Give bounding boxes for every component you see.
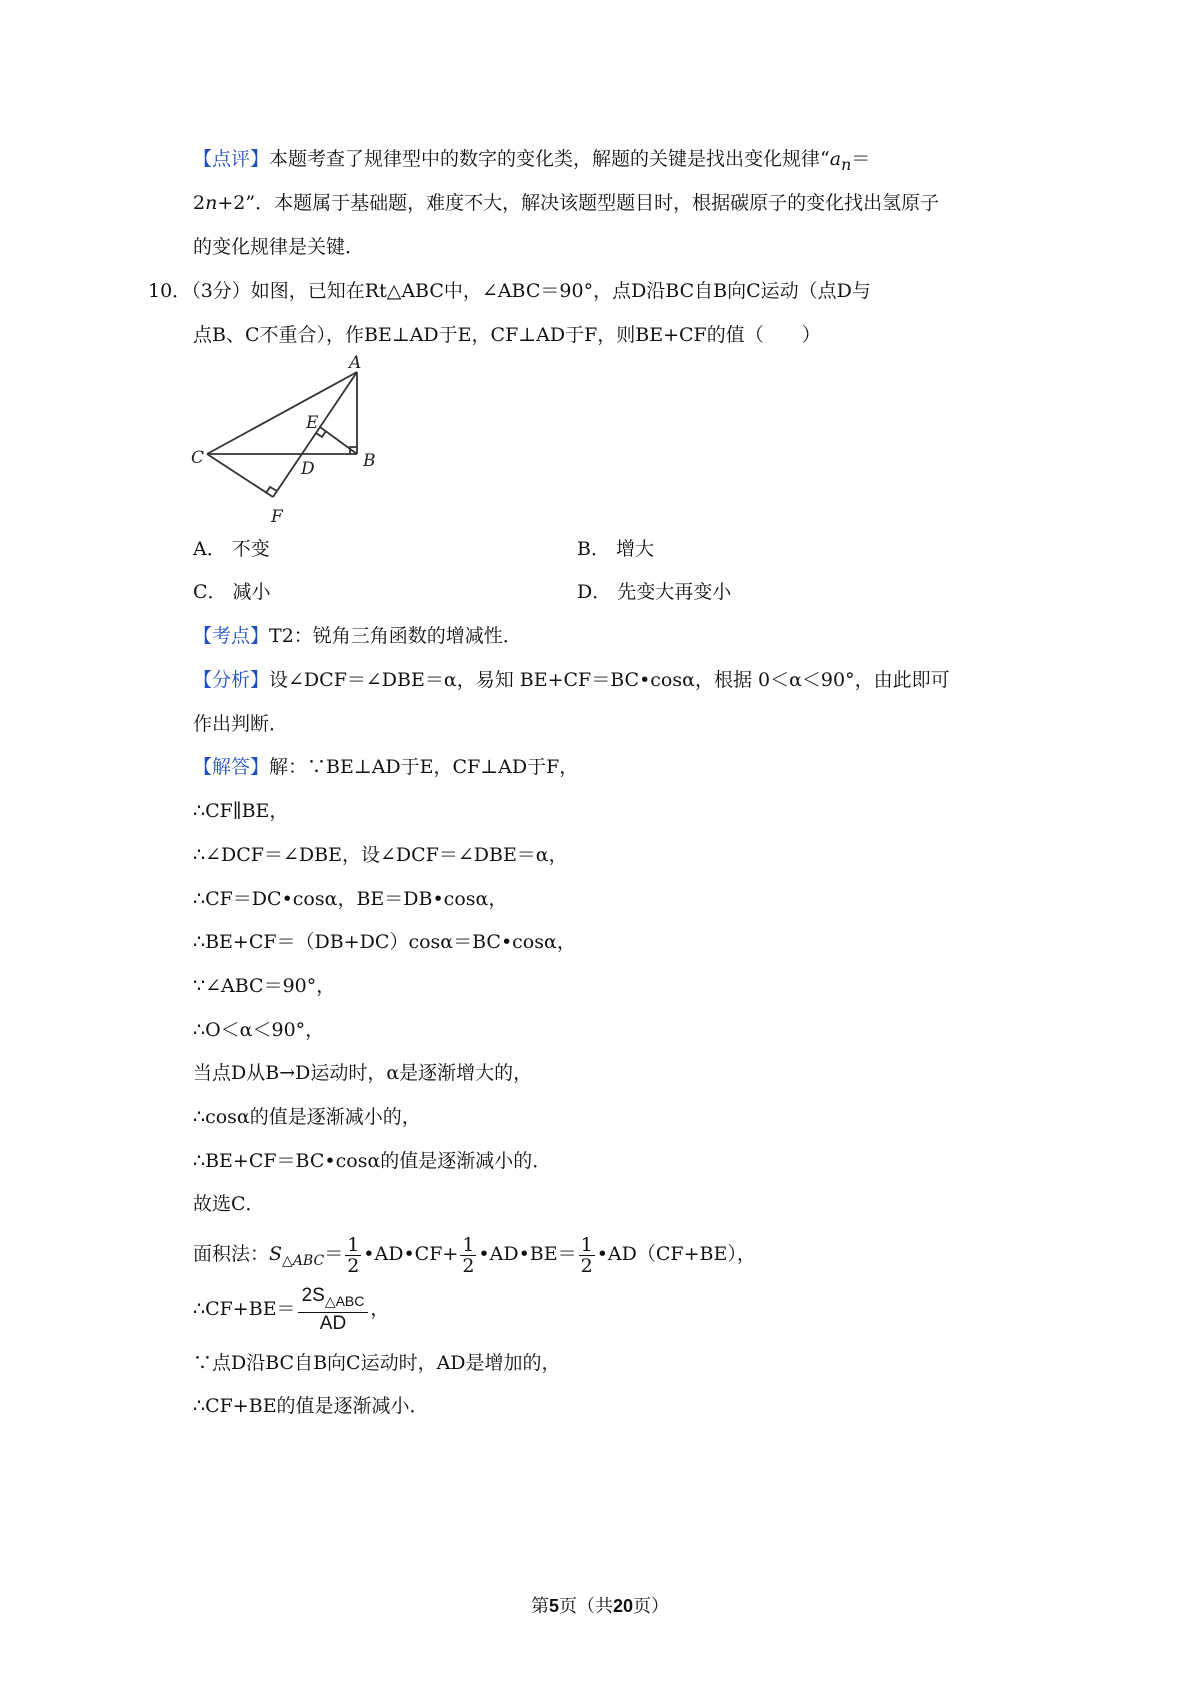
jieda-line-4: ∴BE+CF＝（DB+DC）cosα＝BC•cosα， bbox=[193, 931, 576, 953]
fenxi-line-1 bbox=[193, 667, 950, 693]
area-eq: ＝ bbox=[324, 1243, 344, 1265]
jieda-line-5: ∵∠ABC＝90°， bbox=[193, 975, 336, 997]
jieda-line-0 bbox=[193, 754, 578, 780]
review-text-1: 本题考查了规律型中的数字的变化类，解题的关键是找出变化规律“ bbox=[269, 148, 830, 170]
review-n: n bbox=[841, 154, 852, 174]
question-line-1 bbox=[148, 278, 871, 304]
label-B: B bbox=[363, 451, 376, 471]
review-line-3: 的变化规律是关键． bbox=[193, 236, 365, 258]
label-D: D bbox=[301, 459, 315, 479]
footer-page: 5 bbox=[548, 1596, 559, 1616]
segment-CF bbox=[207, 454, 273, 497]
review-line2-pre: 2 bbox=[193, 192, 206, 214]
fenxi-text-1: 设∠DCF＝∠DBE＝α，易知 BE+CF＝BC•cosα，根据 0＜α＜90°，由此即可 bbox=[269, 669, 950, 691]
area-t3: •AD（CF+BE）， bbox=[596, 1243, 756, 1265]
jieda-tag: 【解答】 bbox=[193, 756, 270, 778]
kaodian-text: T2：锐角三角函数的增减性． bbox=[269, 625, 522, 647]
fraction-half-2-den: 2 bbox=[462, 1254, 475, 1277]
jieda-line-3: ∴CF＝DC•cosα，BE＝DB•cosα， bbox=[193, 888, 508, 910]
triangle-figure bbox=[185, 352, 385, 530]
label-A: A bbox=[349, 353, 362, 373]
question-text-1: 如图，已知在Rt△ABC中，∠ABC＝90°，点D沿BC自B向C运动（点D与 bbox=[250, 280, 871, 302]
review-line-2 bbox=[193, 190, 939, 216]
question-line-2: 点B、C不重合），作BE⊥AD于E，CF⊥AD于F，则BE+CF的值（ ） bbox=[193, 324, 821, 346]
jieda-line-10: 故选C． bbox=[193, 1193, 265, 1215]
option-C-text: 减小 bbox=[232, 581, 271, 603]
review-a: a bbox=[829, 148, 842, 170]
ratio-denominator: AD bbox=[319, 1312, 347, 1334]
fraction-half-2 bbox=[460, 1235, 476, 1276]
ratio-line bbox=[193, 1284, 389, 1335]
review-line2-n: n bbox=[205, 192, 218, 214]
jieda-line-7: 当点D从B→D运动时，α是逐渐增大的， bbox=[193, 1062, 533, 1084]
label-F: F bbox=[271, 507, 283, 527]
review-eq: ＝ bbox=[851, 148, 871, 170]
option-A-text: 不变 bbox=[231, 538, 270, 560]
footer-mid: 页（共 bbox=[558, 1596, 613, 1617]
jieda-last-1: ∵点D沿BC自B向C运动时，AD是增加的， bbox=[193, 1352, 561, 1374]
ratio-num-sub: △ABC bbox=[324, 1292, 365, 1309]
area-prefix: 面积法： bbox=[193, 1243, 270, 1265]
label-C: C bbox=[191, 448, 205, 468]
fenxi-line-2: 作出判断． bbox=[193, 713, 289, 735]
option-D-text: 先变大再变小 bbox=[617, 581, 732, 603]
review-line2-post: +2”．本题属于基础题，难度不大，解决该题型题目时，根据碳原子的变化找出氢原子 bbox=[217, 192, 940, 214]
ratio-fraction bbox=[298, 1285, 369, 1335]
jieda-last-2: ∴CF+BE的值是逐渐减小． bbox=[193, 1395, 429, 1417]
ratio-suffix: ， bbox=[370, 1298, 390, 1320]
kaodian-line bbox=[193, 623, 522, 649]
fraction-half-1-num: 1 bbox=[347, 1233, 360, 1256]
fraction-half-1-den: 2 bbox=[347, 1254, 360, 1277]
fraction-half-3-den: 2 bbox=[580, 1254, 593, 1277]
jieda-line-6: ∴O＜α＜90°， bbox=[193, 1019, 325, 1041]
area-t2: •AD•BE＝ bbox=[478, 1243, 577, 1265]
fraction-half-3 bbox=[579, 1235, 595, 1276]
segment-AF bbox=[273, 372, 357, 497]
review-tag: 【点评】 bbox=[193, 148, 270, 170]
jieda-line-9: ∴BE+CF＝BC•cosα的值是逐渐减小的． bbox=[193, 1150, 552, 1172]
question-score: （3分） bbox=[191, 280, 251, 302]
option-C-letter: C． bbox=[193, 581, 227, 603]
option-D-letter: D． bbox=[577, 581, 612, 603]
review-line-1 bbox=[193, 146, 870, 178]
fraction-half-1 bbox=[345, 1235, 361, 1276]
option-B-text: 增大 bbox=[615, 538, 654, 560]
option-A[interactable] bbox=[193, 536, 270, 562]
option-B[interactable] bbox=[577, 536, 654, 562]
fraction-half-3-num: 1 bbox=[580, 1233, 593, 1256]
kaodian-tag: 【考点】 bbox=[193, 625, 270, 647]
area-S: S bbox=[269, 1243, 283, 1265]
area-t1: •AD•CF+ bbox=[363, 1243, 459, 1265]
jieda-line-1: ∴CF∥BE， bbox=[193, 800, 289, 822]
fraction-half-2-num: 1 bbox=[462, 1233, 475, 1256]
option-D[interactable] bbox=[577, 579, 731, 605]
fenxi-tag: 【分析】 bbox=[193, 669, 270, 691]
jieda-line-2: ∴∠DCF＝∠DBE，设∠DCF＝∠DBE＝α， bbox=[193, 844, 568, 866]
option-A-letter: A． bbox=[193, 538, 226, 560]
footer-total: 20 bbox=[612, 1596, 634, 1616]
question-number: 10． bbox=[148, 280, 192, 302]
segment-CA bbox=[207, 372, 357, 454]
option-C[interactable] bbox=[193, 579, 271, 605]
ratio-numerator bbox=[298, 1285, 369, 1313]
area-method-line bbox=[193, 1232, 756, 1283]
footer-pre: 第 bbox=[530, 1596, 549, 1617]
option-B-letter: B． bbox=[577, 538, 610, 560]
label-E: E bbox=[306, 413, 319, 433]
page-footer bbox=[0, 1592, 1200, 1618]
footer-post: 页） bbox=[633, 1596, 670, 1617]
area-sub: △ABC bbox=[282, 1252, 325, 1269]
jieda-text-0: 解：∵BE⊥AD于E，CF⊥AD于F， bbox=[269, 756, 579, 778]
ratio-num-2S: 2S bbox=[301, 1285, 325, 1307]
ratio-prefix: ∴CF+BE＝ bbox=[193, 1298, 296, 1320]
jieda-line-8: ∴cosα的值是逐渐减小的， bbox=[193, 1106, 421, 1128]
